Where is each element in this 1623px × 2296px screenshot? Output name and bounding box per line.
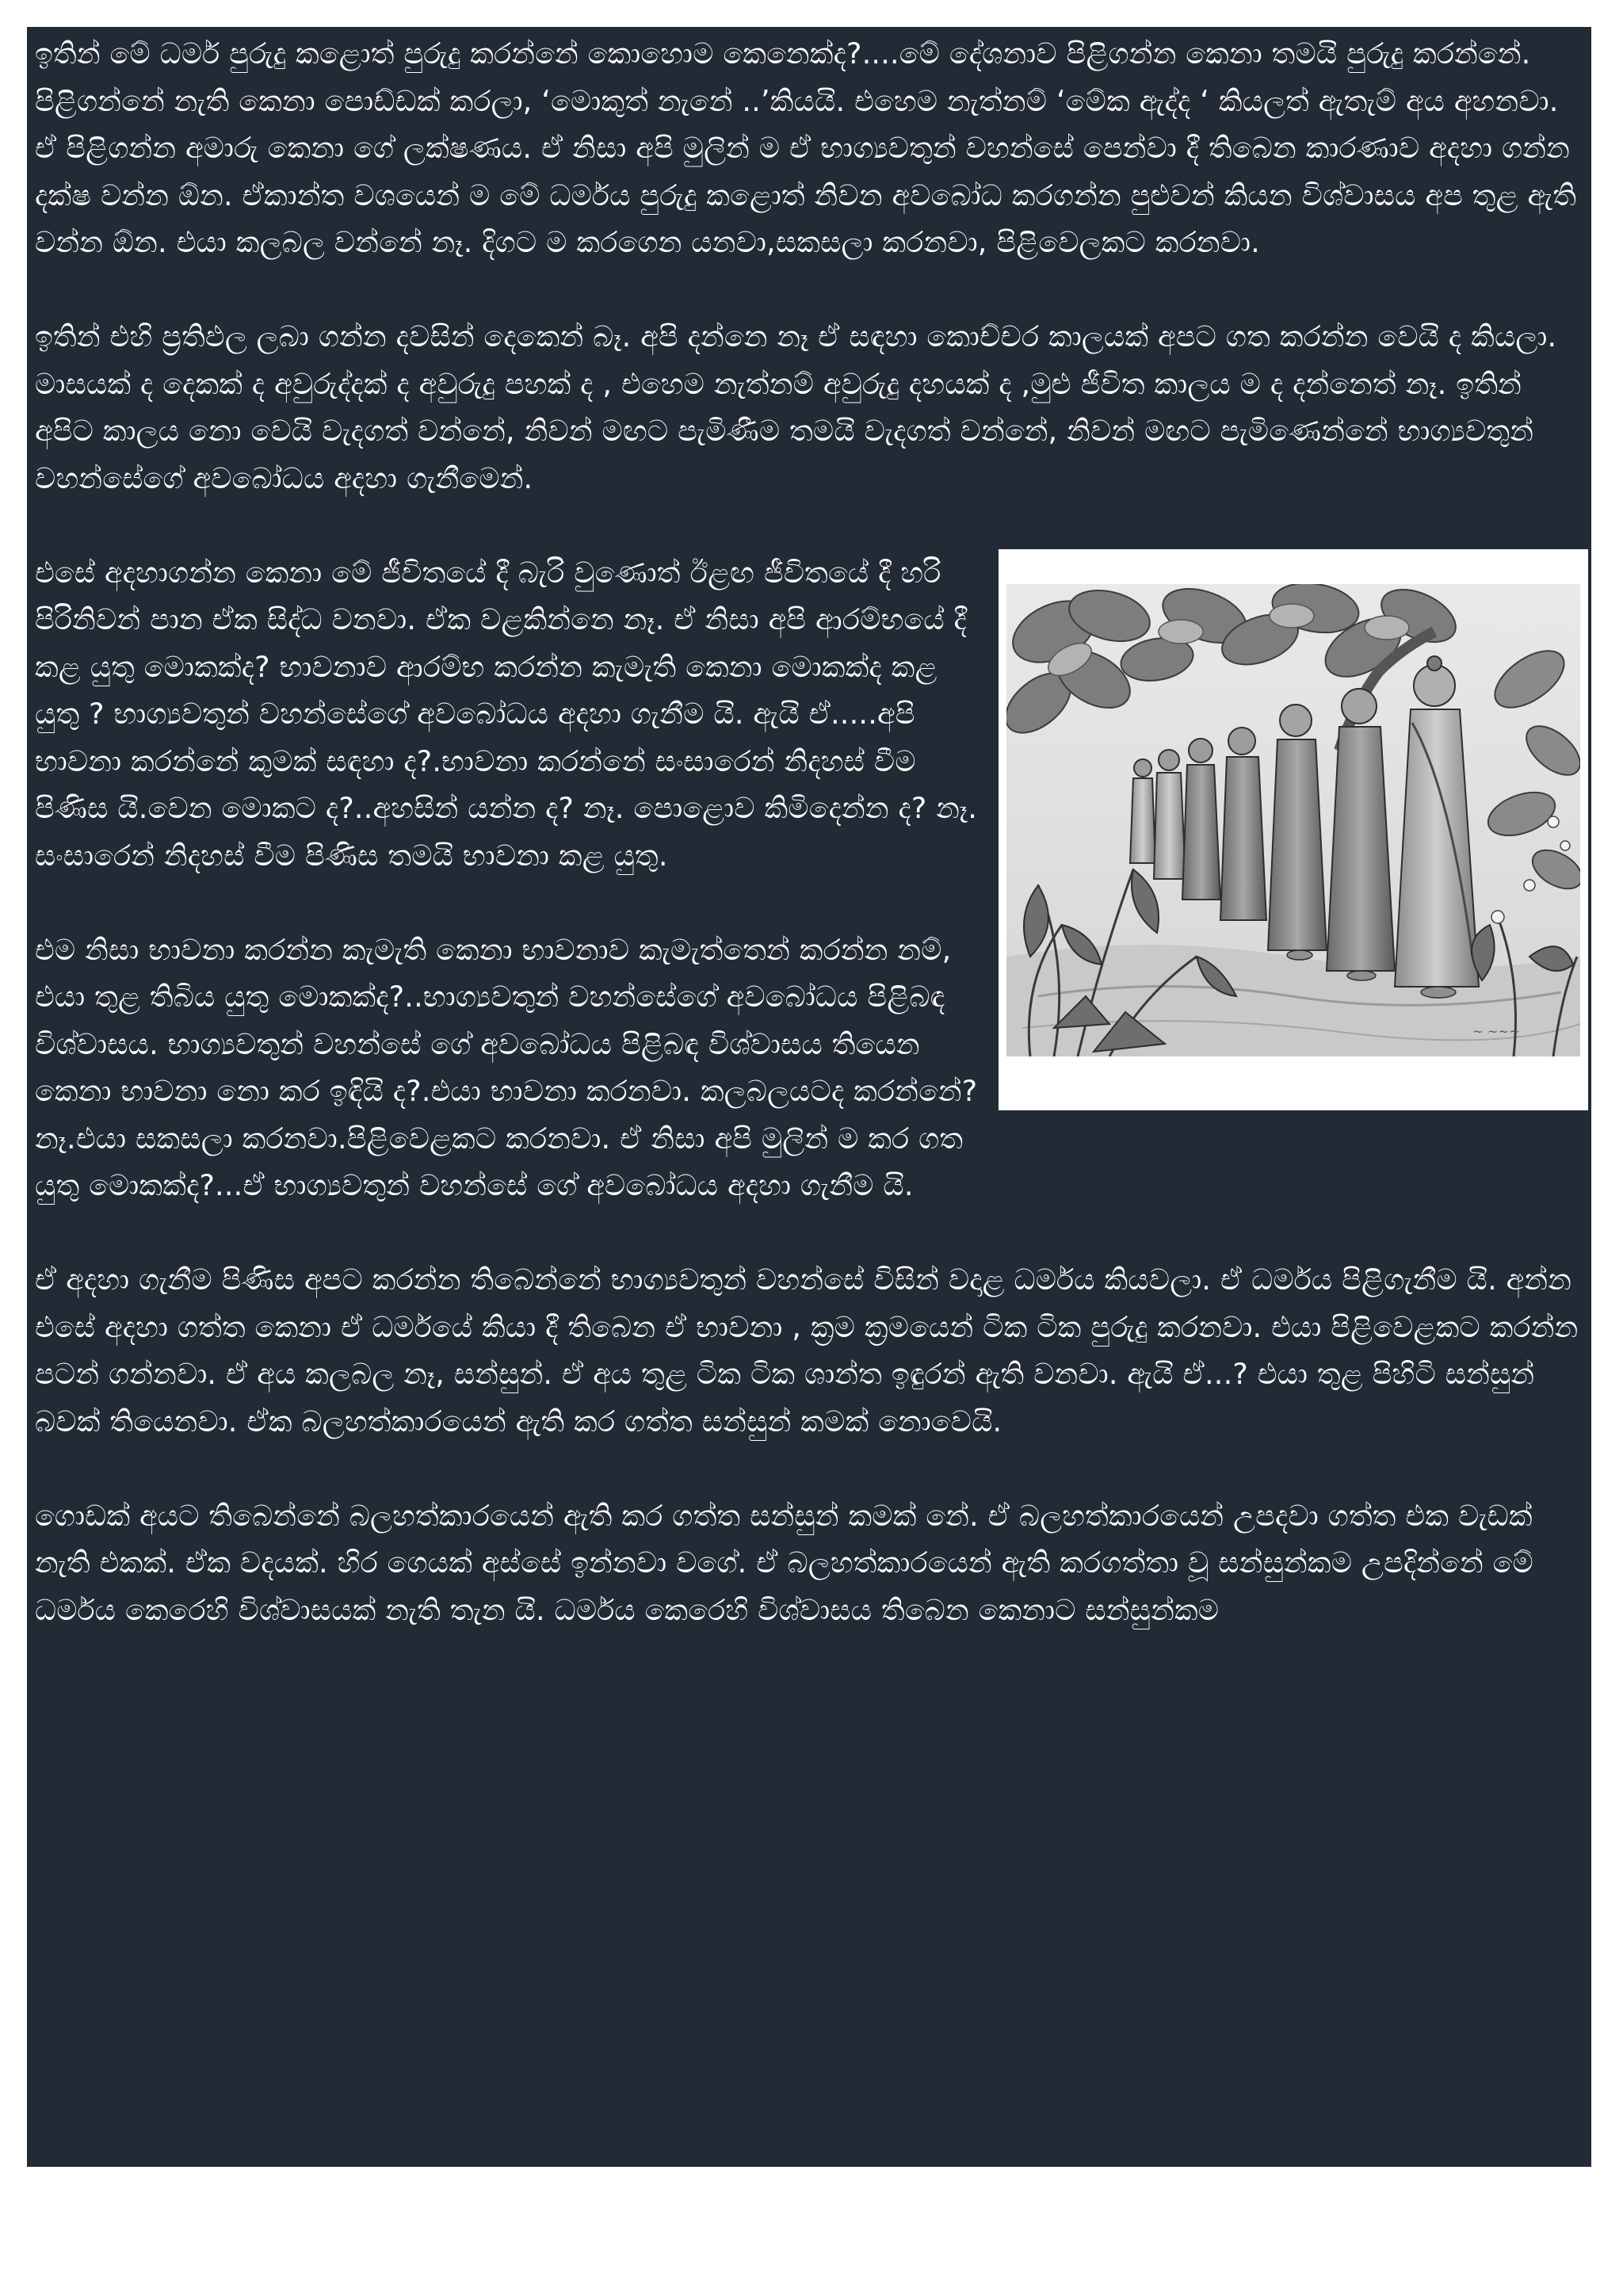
paragraph-6: ගොඩක් අයට තිබෙන්නේ බලහත්කාරයෙන් ඇති කර ගත්ත සන්සුන් කමක් නේ. ඒ බලහත්කාරයෙන් උපදවා ගත්ත එක වැඩක් නැති එකක්. ඒක වදයක්. හිර ගෙයක් අස්සේ ඉන්නවා වගේ. ඒ බලහත්කාරයෙන් ඇති කරගත්තා වූ සන්සුන්කම උපදින්නේ මේ ධර්මය කෙරෙහි විශ්වාසයක් නැති තැන යි. ධර්මය කෙරෙහි විශ්වාසය තිබෙන කෙනාට සන්සුන්කම (35, 1498, 1533, 1627)
paragraph-4: එම නිසා භාවනා කරන්න කැමැති කෙනා භාවනාව කැමැත්තෙන් කරන්න නම්, එයා තුළ තිබිය යුතු මොකක්ද?..භාග්‍යවතුන් වහන්සේගේ අවබෝධය පිළිබඳ විශ්වාසය. භාග්‍යවතුන් වහන්සේ ගේ අවබෝධය පිළිබඳ විශ්වාසය තියෙන කෙනා භාවනා නො කර ඉඳියි ද?.එයා භාවනා කරනවා. කලබලයටද කරන්නේ? නෑ.එයා සකසලා කරනවා.පිළිවෙළකට කරනවා. ඒ නිසා අපි මුලින් ම කර ගත යුතු මොකක්ද?...ඒ භාග්‍යවතුන් වහන්සේ ගේ අවබෝධය අදහා ගැනීම යි. (35, 932, 978, 1202)
illustration-frame (999, 549, 1588, 1110)
artist-signature: ~ ~~~ (1472, 1023, 1520, 1039)
monks-procession-illustration (1006, 584, 1580, 1056)
paragraph-5: ඒ අදහා ගැනීම පිණිස අපට කරන්න තිබෙන්නේ භාග්‍යවතුන් වහන්සේ විසින් වදාළ ධර්මය කියවලා. ඒ ධර්මය පිළිගැනීම යි. අන්න එසේ අදහා ගත්ත කෙනා ඒ ධර්මයේ කියා දී තිබෙන ඒ භාවනා , ක්‍රම ක්‍රමයෙන් ටික ටික පුරුදු කරනවා. එයා පිළිවෙළකට කරන්න පටන් ගන්නවා. ඒ අය කලබල නෑ, සන්සුන්. ඒ අය තුළ ටික ටික ශාන්ත ඉඳුරන් ඇති වනවා. ඇයි ඒ...? එයා තුළ පිහිටි සන්සුන් බවක් තියෙනවා. ඒක බලහත්කාරයෙන් ඇති කර ගත්ත සන්සුන් කමක් නොවෙයි. (35, 1263, 1579, 1438)
paragraph-2: ඉතින් එහි ප්‍රතිඵල ලබා ගන්න දවසින් දෙකෙන් බෑ. අපි දන්නෙ නෑ ඒ සඳහා කොච්චර කාලයක් අපට ගත කරන්න වෙයි ද කියලා. මාසයක් ද දෙකක් ද අවුරුද්දක් ද අවුරුදු පහක් ද , එහෙම නැත්නම් අවුරුදු දහයක් ද ,මුළු ජීවිත කාලය ම ද දන්නෙත් නෑ. ඉතින් අපිට කාලය නො වෙයි වැදගත් වන්නේ, නිවන් මඟට පැමිණීම තමයි වැදගත් වන්නේ, නිවන් මඟට පැමිණෙන්නේ භාග්‍යවතුන් වහන්සේගේ අවබෝධය අදහා ගැනීමෙන්. (35, 319, 1557, 495)
article-body (35, 30, 1580, 1633)
paragraph-3: එසේ අදහාගන්න කෙනා මේ ජීවිතයේ දී බැරි වුණොත් ඊළඟ ජීවිතයේ දී හරි පිරිනිවන් පාන ඒක සිද්ධ වනවා. ඒක වළකින්නෙ නෑ. ඒ නිසා අපි ආරම්භයේ දී කළ යුතු මොකක්ද? භාවනාව ආරම්භ කරන්න කැමැති කෙනා මොකක්ද කළ යුතු ? භාග්‍යවතුන් වහන්සේගේ අවබෝධය අදහා ගැනීම යි. ඇයි ඒ.....අපි භාවනා කරන්නේ කුමක් සඳහා ද?.භාවනා කරන්නේ සංසාරෙන් නිදහස් වීම පිණිස යි.වෙන මොකට ද?..අහසින් යන්න ද? නෑ. පොළොව කිමිදෙන්න ද? නෑ. සංසාරෙන් නිදහස් වීම පිණිස තමයි භාවනා කළ යුතු. (35, 555, 978, 873)
text-panel (27, 27, 1591, 2167)
paragraph-1: ඉතින් මේ ධර්ම පුරුදු කළොත් පුරුදු කරන්නේ කොහොම කෙනෙක්ද?....මේ දේශනාව පිළිගන්න කෙනා තමයි පුරුදු කරන්නේ. පිළිගන්නේ නැති කෙනා පොඩ්ඩක් කරලා, ‘මොකුත් නැනේ ..’කියයි. එහෙම නැත්නම් ‘මේක ඇද්ද ‘ කියලත් ඇතැම් අය අහනවා. ඒ පිළිගන්න අමාරු කෙනා ගේ ලක්ෂණය. ඒ නිසා අපි මුලින් ම ඒ භාග්‍යවතුන් වහන්සේ පෙන්වා දී තිබෙන කාරණාව අදහා ගන්න දක්ෂ වන්න ඕන. ඒකාන්ත වශයෙන් ම මේ ධර්මය පුරුදු කළොත් නිවන අවබෝධ කරගන්න පුළුවන් කියන විශ්වාසය අප තුළ ඇති වන්න ඕන. එයා කලබල වන්නේ නෑ. දිගට ම කරගෙන යනවා,සකසලා කරනවා, පිළිවෙලකට කරනවා. (35, 36, 1577, 259)
